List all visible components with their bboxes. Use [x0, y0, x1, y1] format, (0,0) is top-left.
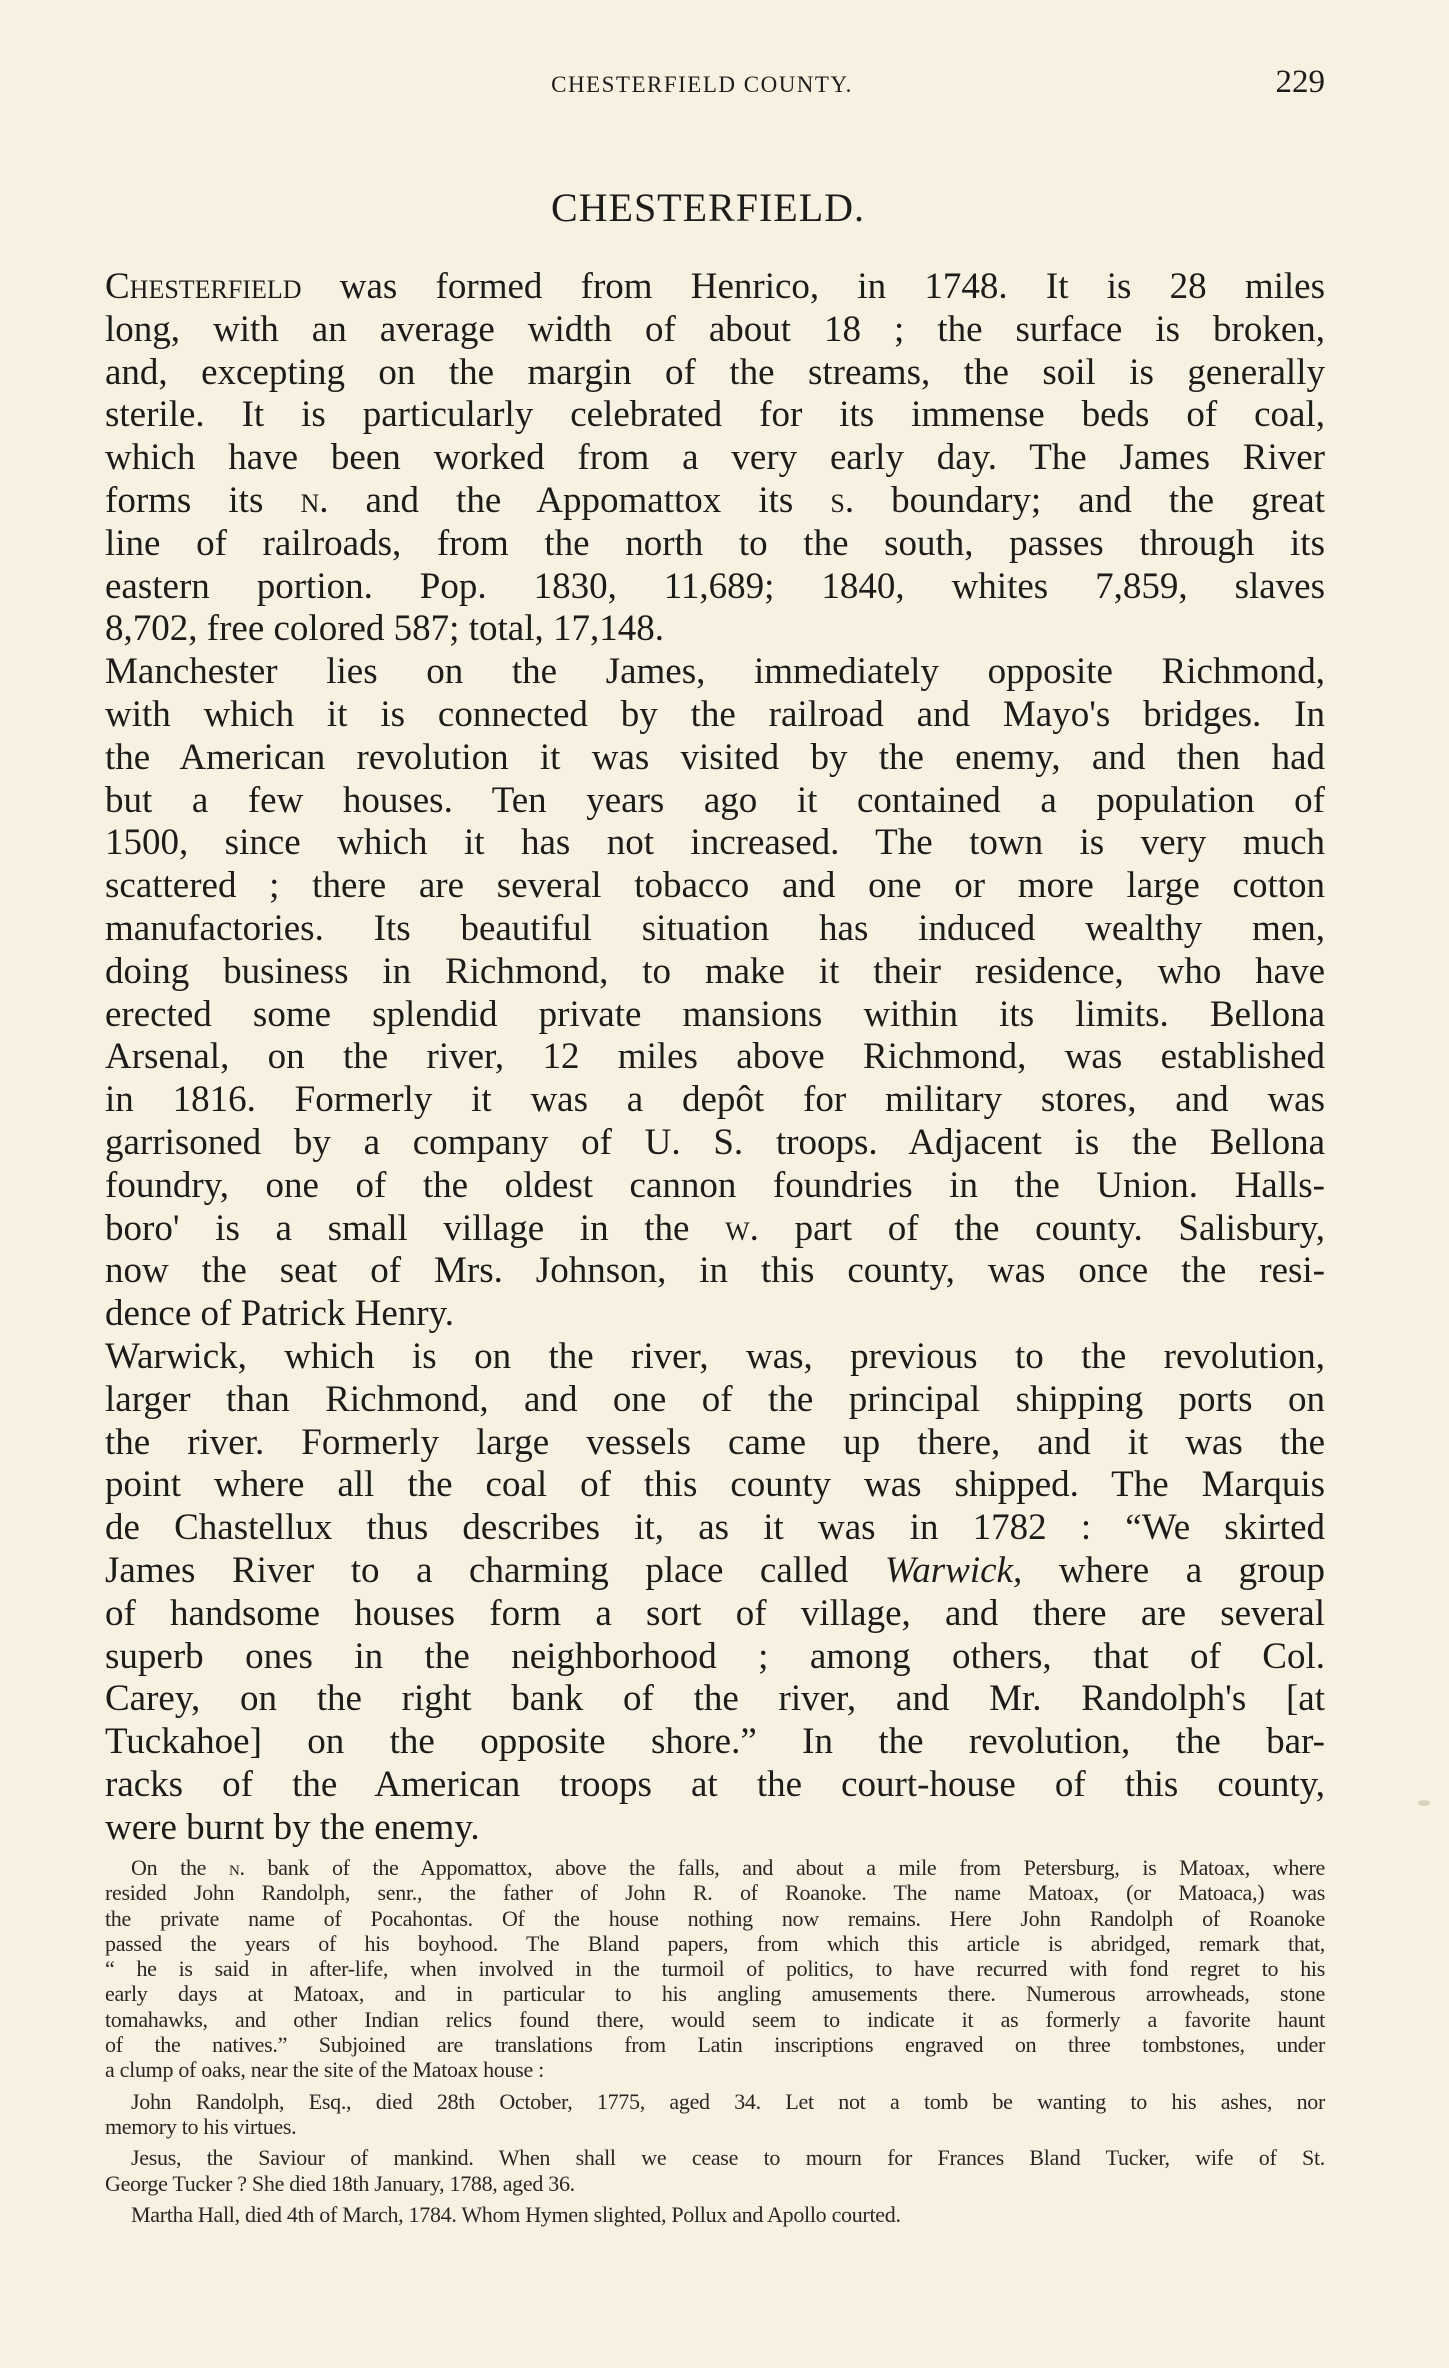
text-run: George Tucker ? She died 18th January, 1788, aged 36. — [105, 2170, 575, 2196]
text-line — [105, 651, 1325, 694]
text-run: superb ones in the neighborhood ; among others, that of Col. — [105, 1635, 1325, 1677]
text-line — [105, 1636, 1325, 1679]
text-run: now the seat of Mrs. Johnson, in this county, was once the resi- — [105, 1250, 1325, 1292]
text-line — [105, 1593, 1325, 1636]
text-run: but a few houses. Ten years ago it contained a population of — [105, 779, 1325, 821]
text-run: the river. Formerly large vessels came up there, and it was the — [105, 1421, 1325, 1463]
text-line — [105, 1122, 1325, 1165]
text-line — [105, 2114, 1325, 2139]
text-run: of the natives.” Subjoined are translations from Latin inscriptions engraved on three tombstones, under — [105, 2032, 1325, 2058]
text-run: boundary; and the great — [854, 479, 1326, 521]
text-line — [105, 480, 1325, 523]
text-run: was formed from Henrico, in 1748. It is 28 miles — [301, 266, 1325, 307]
footnote-paragraph — [105, 2202, 1325, 2227]
text-run: garrisoned by a company of U. S. troops. Adjacent is the Bellona — [105, 1121, 1325, 1163]
text-line — [105, 694, 1325, 737]
running-head-title: CHESTERFIELD COUNTY. — [551, 72, 853, 97]
text-run: sterile. It is particularly celebrated for its immense beds of coal, — [105, 394, 1325, 436]
text-run: point where all the coal of this county was shipped. The Marquis — [105, 1464, 1325, 1506]
text-line — [105, 780, 1325, 823]
text-line — [105, 1931, 1325, 1956]
footnote-paragraph — [105, 2145, 1325, 2196]
paragraph — [105, 651, 1325, 1336]
text-run: James River to a charming place called — [105, 1549, 885, 1591]
text-run: erected some splendid private mansions within its limits. Bellona — [105, 993, 1325, 1035]
text-run: On the — [131, 1855, 229, 1880]
text-run: Jesus, the Saviour of mankind. When shall we cease to mourn for Frances Bland Tucker, wife of St. — [131, 2145, 1325, 2171]
text-run: 8,702, free colored 587; total, 17,148. — [105, 608, 664, 650]
text-line — [105, 1764, 1325, 1807]
text-run: s. — [830, 479, 855, 521]
page-number: 229 — [1275, 64, 1325, 100]
text-run: line of railroads, from the north to the south, passes through its — [105, 522, 1325, 564]
text-run: forms its — [105, 479, 301, 521]
text-line — [105, 2057, 1325, 2082]
text-line — [105, 1855, 1325, 1880]
text-line — [105, 2007, 1325, 2032]
text-line — [105, 2171, 1325, 2196]
text-run: resided John Randolph, senr., the father of John R. of Roanoke. The name Matoax, (or Matoaca,) was — [105, 1880, 1325, 1906]
text-run: n. — [228, 1855, 245, 1880]
footnote-paragraph — [105, 2089, 1325, 2140]
text-line — [105, 1678, 1325, 1721]
text-line — [105, 309, 1325, 352]
text-line — [105, 352, 1325, 395]
text-run: scattered ; there are several tobacco and one or more large cotton — [105, 865, 1325, 907]
text-run: larger than Richmond, and one of the principal shipping ports on — [105, 1378, 1325, 1420]
text-run: manufactories. Its beautiful situation has induced wealthy men, — [105, 907, 1325, 949]
text-line — [105, 2089, 1325, 2114]
text-run: Martha Hall, died 4th of March, 1784. Whom Hymen slighted, Pollux and Apollo courted. — [131, 2201, 901, 2227]
text-line — [105, 1422, 1325, 1465]
text-line — [105, 1036, 1325, 1079]
text-line — [105, 908, 1325, 951]
text-line — [105, 1079, 1325, 1122]
text-line — [105, 2145, 1325, 2170]
text-line — [105, 1165, 1325, 1208]
text-run: the American revolution it was visited by the enemy, and then had — [105, 736, 1325, 778]
text-line — [105, 1293, 1325, 1336]
text-line — [105, 1981, 1325, 2006]
text-line — [105, 1250, 1325, 1293]
text-line — [105, 1721, 1325, 1764]
text-run: of handsome houses form a sort of village, and there are several — [105, 1592, 1325, 1634]
text-line — [105, 523, 1325, 566]
text-run: a clump of oaks, near the site of the Matoax house : — [105, 2057, 544, 2083]
paper-blemish — [1418, 1800, 1430, 1806]
footnote-paragraph — [105, 1855, 1325, 2083]
text-run: bank of the Appomattox, above the falls, and about a mile from Petersburg, is Matoax, where — [244, 1855, 1325, 1880]
text-run: Warwick, which is on the river, was, previous to the revolution, — [105, 1335, 1325, 1377]
text-run: in 1816. Formerly it was a depôt for military stores, and was — [105, 1079, 1325, 1121]
text-run: the private name of Pocahontas. Of the house nothing now remains. Here John Randolph of Roanoke — [105, 1905, 1325, 1931]
text-run: where a group — [1022, 1549, 1325, 1591]
text-run: Carey, on the right bank of the river, and Mr. Randolph's [at — [105, 1678, 1325, 1720]
text-line — [105, 2032, 1325, 2057]
text-line — [105, 1379, 1325, 1422]
text-line — [105, 1464, 1325, 1507]
text-run: which have been worked from a very early day. The James River — [105, 437, 1325, 479]
text-run: Tuckahoe] on the opposite shore.” In the revolution, the bar- — [105, 1721, 1325, 1763]
text-line — [105, 1906, 1325, 1931]
text-run: eastern portion. Pop. 1830, 11,689; 1840, whites 7,859, slaves — [105, 565, 1325, 607]
text-line — [105, 608, 1325, 651]
text-line — [105, 1507, 1325, 1550]
text-run: de Chastellux thus describes it, as it was in 1782 : “We skirted — [105, 1507, 1325, 1549]
text-line — [105, 1336, 1325, 1379]
text-run: doing business in Richmond, to make it their residence, who have — [105, 950, 1325, 992]
text-run: and the Appomattox its — [328, 479, 831, 521]
text-run: John Randolph, Esq., died 28th October, 1775, aged 34. Let not a tomb be wanting to his ashes, nor — [131, 2088, 1325, 2114]
text-line — [105, 1956, 1325, 1981]
body-text — [105, 266, 1325, 1849]
paragraph — [105, 266, 1325, 651]
text-line — [105, 865, 1325, 908]
paragraph — [105, 1336, 1325, 1850]
text-line — [105, 994, 1325, 1037]
text-line — [105, 737, 1325, 780]
text-run: and, excepting on the margin of the streams, the soil is generally — [105, 351, 1325, 393]
text-line — [105, 2202, 1325, 2227]
text-run: part of the county. Salisbury, — [758, 1207, 1325, 1249]
text-run: tomahawks, and other Indian relics found there, would seem to indicate it as formerly a favorite haunt — [105, 2006, 1325, 2032]
text-line — [105, 951, 1325, 994]
text-run: w. — [725, 1207, 759, 1249]
text-line — [105, 1550, 1325, 1593]
text-line — [105, 1880, 1325, 1905]
text-run: Manchester lies on the James, immediately opposite Richmond, — [105, 651, 1325, 693]
running-head — [0, 64, 1449, 108]
text-line — [105, 1807, 1325, 1850]
text-run: 1500, since which it has not increased. The town is very much — [105, 822, 1325, 864]
text-run: dence of Patrick Henry. — [105, 1293, 454, 1335]
text-run: Warwick, — [884, 1549, 1023, 1591]
section-title: CHESTERFIELD. — [550, 185, 866, 230]
text-run: early days at Matoax, and in particular to his angling amusements there. Numerous arrowheads, stone — [105, 1981, 1325, 2007]
text-run: boro' is a small village in the — [105, 1207, 726, 1249]
text-run: Chesterfield — [105, 266, 302, 307]
text-run: were burnt by the enemy. — [105, 1806, 480, 1848]
text-run: long, with an average width of about 18 ; the surface is broken, — [105, 308, 1325, 350]
text-line — [105, 1208, 1325, 1251]
text-line — [105, 266, 1325, 309]
text-line — [105, 822, 1325, 865]
text-run: memory to his virtues. — [105, 2113, 297, 2139]
footnotes — [105, 1855, 1325, 2233]
text-line — [105, 437, 1325, 480]
text-run: passed the years of his boyhood. The Bland papers, from which this article is abridged, remark that, — [105, 1930, 1325, 1956]
text-run: n. — [300, 479, 329, 521]
text-run: Arsenal, on the river, 12 miles above Richmond, was established — [105, 1036, 1325, 1078]
text-run: racks of the American troops at the court-house of this county, — [105, 1763, 1325, 1805]
text-line — [105, 394, 1325, 437]
text-run: with which it is connected by the railroad and Mayo's bridges. In — [105, 693, 1325, 735]
text-run: foundry, one of the oldest cannon foundries in the Union. Halls- — [105, 1164, 1325, 1206]
text-run: “ he is said in after-life, when involved in the turmoil of politics, to have recurred with fond regret to his — [105, 1956, 1325, 1982]
text-line — [105, 566, 1325, 609]
